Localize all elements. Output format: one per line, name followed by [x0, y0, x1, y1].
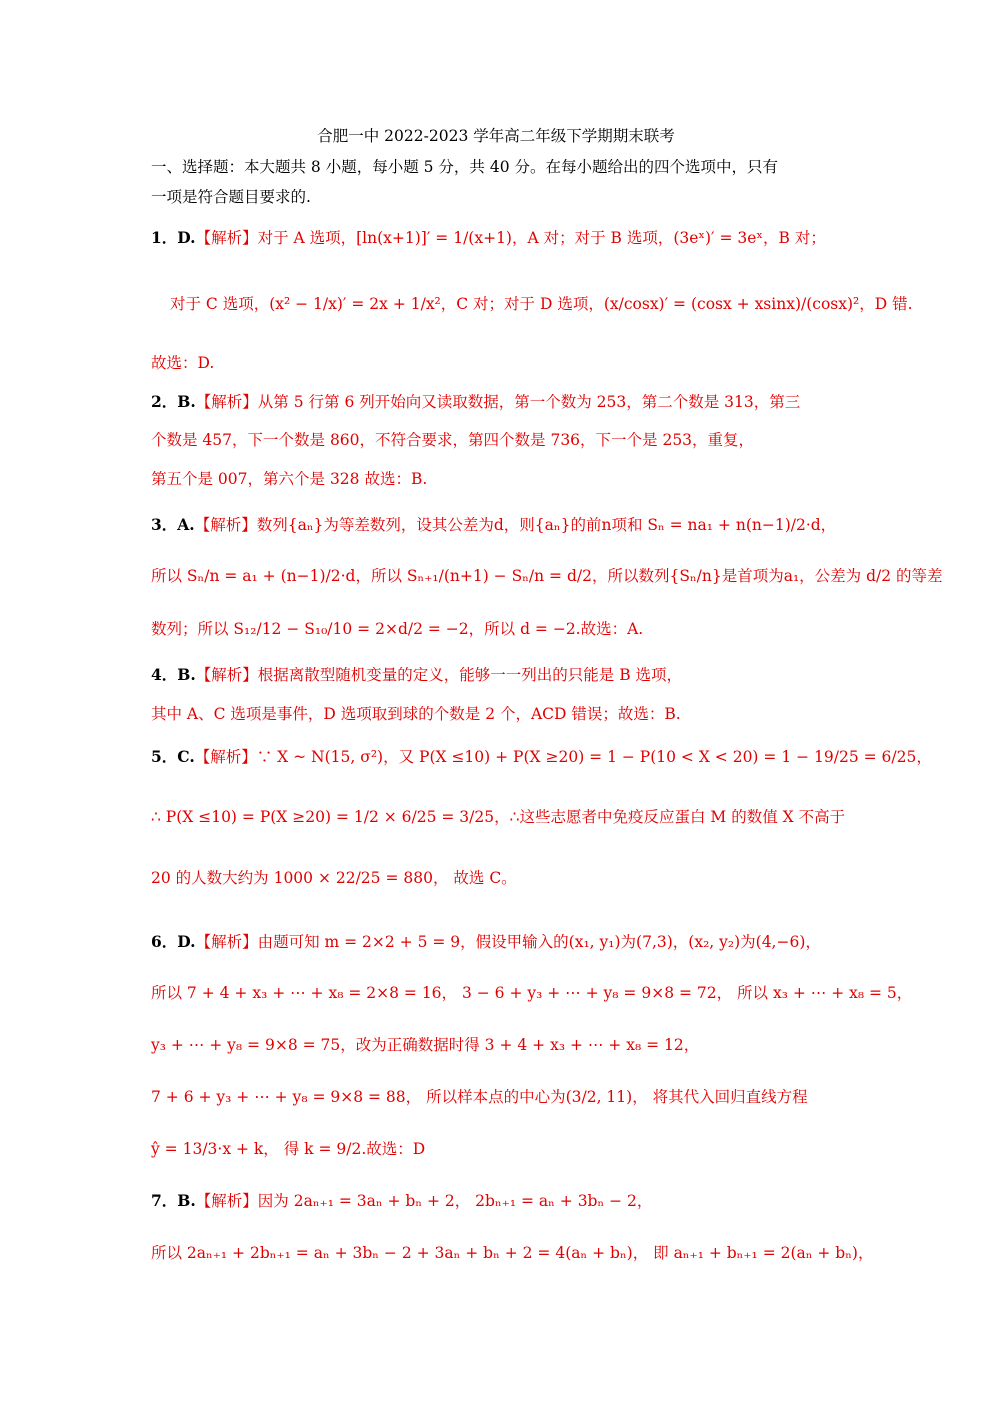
- q6-number: 6．D.: [151, 932, 196, 951]
- q5-number: 5．C.: [151, 747, 195, 766]
- q3-text-1: 【解析】数列{aₙ}为等差数列，设其公差为d，则{aₙ}的前n项和 Sₙ = na₁ + n(n−1)/2·d，: [194, 516, 837, 534]
- q6-line-4: 7 + 6 + y₃ + ⋯ + y₈ = 9×8 = 88， 所以样本点的中心为(3/2, 11)， 将其代入回归直线方程: [151, 1088, 808, 1106]
- section-heading-line-2: 一项是符合题目要求的.: [151, 188, 311, 206]
- q6-text-1: 【解析】由题可知 m = 2×2 + 5 = 9，假设甲输入的(x₁, y₁)为(7,3)，(x₂, y₂)为(4,−6)，: [195, 933, 821, 951]
- q4-number: 4．B.: [151, 665, 196, 684]
- section-heading-line-1: 一、选择题：本大题共 8 小题，每小题 5 分，共 40 分。在每小题给出的四个选项中，只有: [151, 158, 779, 176]
- q1-number: 1．D.: [151, 228, 196, 247]
- q3-line-1: [151, 512, 851, 538]
- q7-line-2: 所以 2aₙ₊₁ + 2bₙ₊₁ = aₙ + 3bₙ − 2 + 3aₙ + bₙ + 2 = 4(aₙ + bₙ)， 即 aₙ₊₁ + bₙ₊₁ = 2(aₙ + bₙ)，: [151, 1244, 874, 1262]
- q7-number: 7．B.: [151, 1191, 196, 1210]
- q5-line-2: ∴ P(X ≤10) = P(X ≥20) = 1/2 × 6/25 = 3/25，∴这些志愿者中免疫反应蛋白 M 的数值 X 不高于: [151, 808, 846, 826]
- q3-line-3: 数列；所以 S₁₂/12 − S₁₀/10 = 2×d/2 = −2，所以 d = −2.故选：A.: [151, 620, 644, 638]
- q2-line-1: [151, 389, 851, 415]
- q2-line-3: 第五个是 007，第六个是 328 故选：B.: [151, 470, 428, 488]
- q5-text-1: 【解析】∵ X ~ N(15, σ²)，又 P(X ≤10) + P(X ≥20) = 1 − P(10 < X < 20) = 1 − 19/25 = 6/25，: [194, 748, 932, 766]
- q6-line-5: ŷ = 13/3·x + k， 得 k = 9/2.故选：D: [151, 1140, 426, 1158]
- q5-line-3: 20 的人数大约为 1000 × 22/25 = 880， 故选 C。: [151, 869, 517, 887]
- q7-text-1: 【解析】因为 2aₙ₊₁ = 3aₙ + bₙ + 2， 2bₙ₊₁ = aₙ + 3bₙ − 2，: [195, 1192, 653, 1210]
- q2-number: 2．B.: [151, 392, 196, 411]
- q4-line-2: 其中 A、C 选项是事件，D 选项取到球的个数是 2 个，ACD 错误；故选：B.: [151, 705, 681, 723]
- q4-line-1: [151, 662, 851, 688]
- q4-text-1: 【解析】根据离散型随机变量的定义，能够一一列出的只能是 B 选项，: [195, 666, 683, 684]
- q6-line-1: [151, 929, 851, 955]
- q5-line-1: [151, 744, 932, 770]
- q1-line-3: 故选：D.: [151, 354, 215, 372]
- q1-text-1: 【解析】对于 A 选项，[ln(x+1)]′ = 1/(x+1)，A 对；对于 B 选项，(3eˣ)′ = 3eˣ，B 对；: [195, 229, 826, 247]
- q2-line-2: 个数是 457，下一个数是 860，不符合要求，第四个数是 736，下一个是 253，重复，: [151, 431, 755, 449]
- q7-line-1: [151, 1188, 851, 1214]
- page-title: 合肥一中 2022-2023 学年高二年级下学期期末联考: [317, 127, 675, 145]
- q1-line-2: 对于 C 选项，(x² − 1/x)′ = 2x + 1/x²，C 对；对于 D 选项，(x/cosx)′ = (cosx + xsinx)/(cosx)²，D 错.: [170, 295, 913, 313]
- q1-line-1: [151, 225, 851, 251]
- q2-text-1: 【解析】从第 5 行第 6 列开始向又读取数据，第一个数为 253，第二个数是 313，第三: [195, 393, 801, 411]
- q6-line-3: y₃ + ⋯ + y₈ = 9×8 = 75，改为正确数据时得 3 + 4 + x₃ + ⋯ + x₈ = 12，: [151, 1036, 700, 1054]
- q3-number: 3．A.: [151, 515, 195, 534]
- q6-line-2: 所以 7 + 4 + x₃ + ⋯ + x₈ = 2×8 = 16， 3 − 6 + y₃ + ⋯ + y₈ = 9×8 = 72， 所以 x₃ + ⋯ + x₈ = 5，: [151, 984, 913, 1002]
- q3-line-2: 所以 Sₙ/n = a₁ + (n−1)/2·d，所以 Sₙ₊₁/(n+1) − Sₙ/n = d/2，所以数列{Sₙ/n}是首项为a₁，公差为 d/2 的等差: [151, 567, 943, 585]
